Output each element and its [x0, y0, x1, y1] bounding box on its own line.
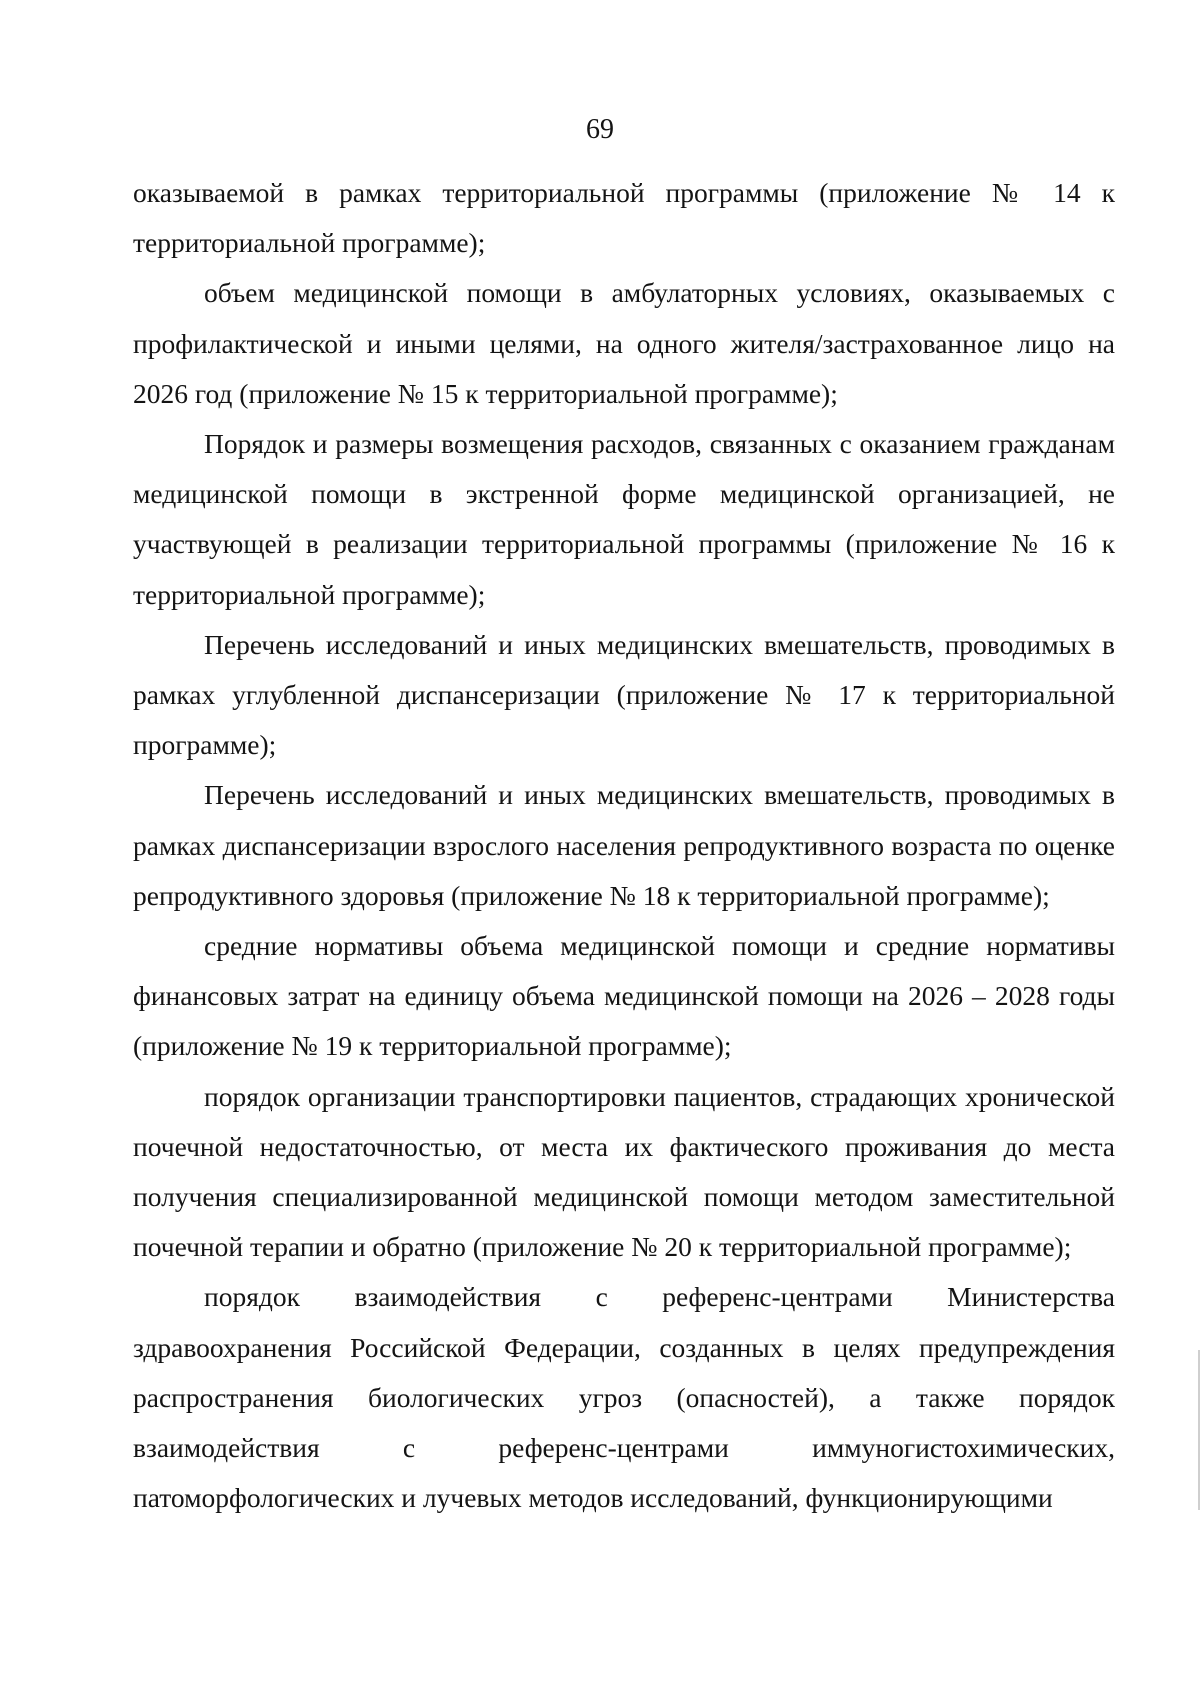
paragraph-appendix-15: объем медицинской помощи в амбулаторных условиях, оказываемых с профилактической и иными целями, на одного жителя/застрахованное лицо на 2026 год (приложение № 15 к территориальной программе); — [133, 277, 1115, 409]
page-number: 69 — [586, 114, 614, 145]
paragraph-reference-centers: порядок взаимодействия с референс-центрами Министерства здравоохранения Российской Федерации, созданных в целях предупреждения распространения биологических угроз (опасностей), а также порядок взаимодействия с референс-центрами иммуногистохимических, патоморфологических и лучевых методов исследований, функционирующими — [133, 1281, 1115, 1514]
paragraph-appendix-18: Перечень исследований и иных медицинских вмешательств, проводимых в рамках диспансеризации взрослого населения репродуктивного возраста по оценке репродуктивного здоровья (приложение № 18 к территориальной программе); — [133, 779, 1115, 911]
document-body — [133, 168, 1115, 1523]
paragraph-appendix-16: Порядок и размеры возмещения расходов, связанных с оказанием гражданам медицинской помощи в экстренной форме медицинской организацией, не участвующей в реализации территориальной программы (приложение № 16 к территориальной программе); — [133, 428, 1115, 610]
paragraph-appendix-14: оказываемой в рамках территориальной программы (приложение № 14 к территориальной программе); — [133, 177, 1115, 259]
paragraph-appendix-17: Перечень исследований и иных медицинских вмешательств, проводимых в рамках углубленной диспансеризации (приложение № 17 к территориальной программе); — [133, 628, 1115, 761]
paragraph-appendix-20: порядок организации транспортировки пациентов, страдающих хронической почечной недостаточностью, от места их фактического проживания до места получения специализированной медицинской помощи методом заместительной почечной терапии и обратно (приложение № 20 к территориальной программе); — [133, 1080, 1115, 1263]
paragraph-appendix-19: средние нормативы объема медицинской помощи и средние нормативы финансовых затрат на единицу объема медицинской помощи на 2026 – 2028 годы (приложение № 19 к территориальной программе); — [133, 930, 1115, 1062]
